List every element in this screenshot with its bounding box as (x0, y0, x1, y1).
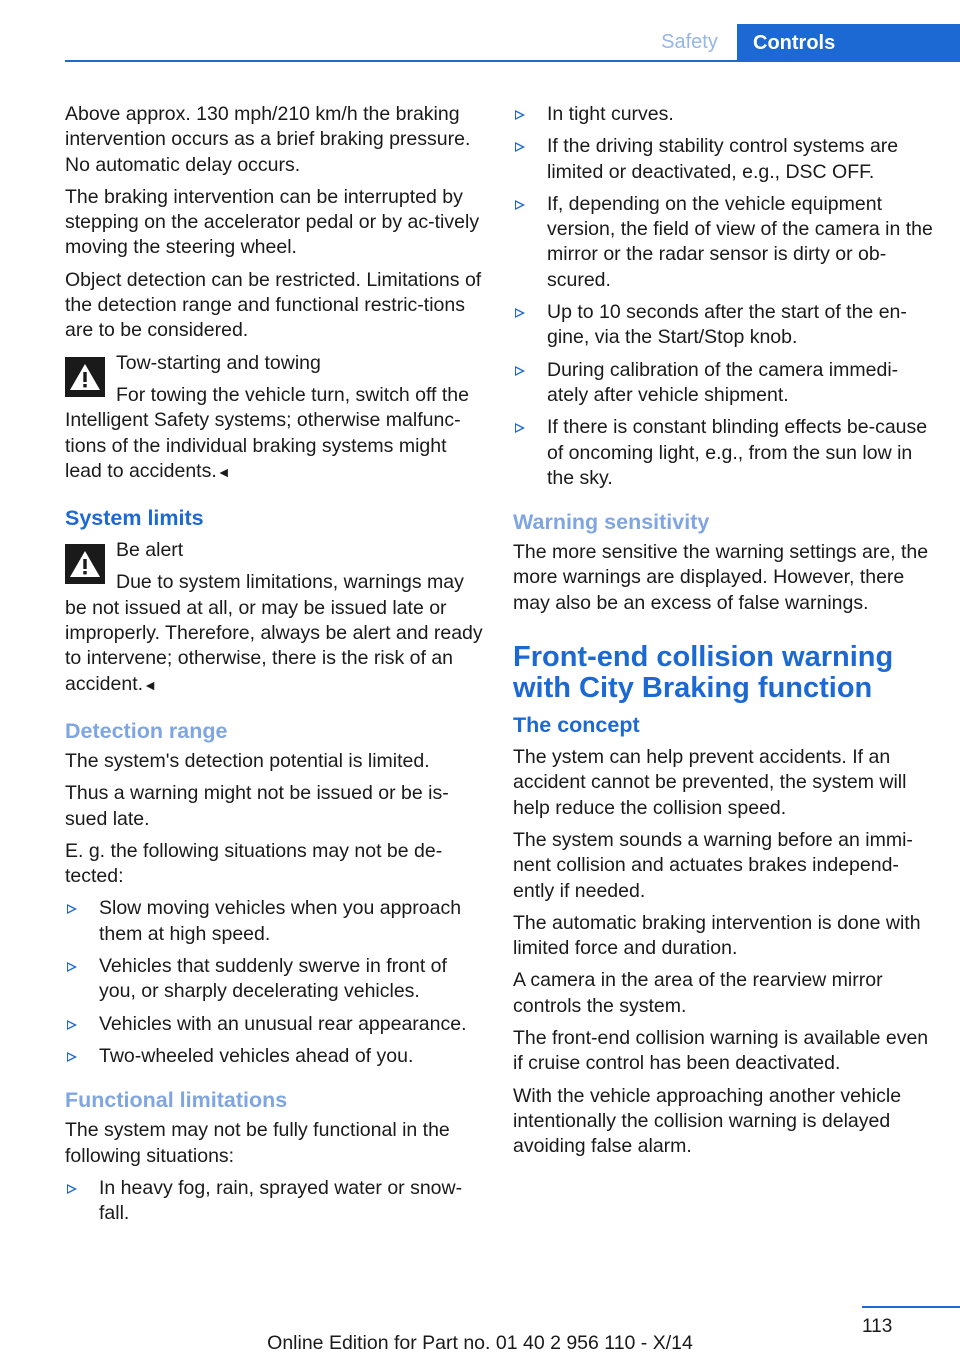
warning-triangle-icon (65, 544, 105, 584)
heading-functional-limitations: Functional limitations (65, 1088, 288, 1113)
bullet-triangle-icon (67, 1184, 77, 1194)
list-item: During calibration of the camera immedi‐ately after vehicle shipment. (513, 358, 933, 409)
bullet-list (65, 1176, 483, 1227)
paragraph: A camera in the area of the rearview mirror controls the system. (513, 969, 883, 1017)
warning-body: Due to system limitations, warnings may be not issued at all, or may be issued late or improperly. Therefore, always be alert and ready to intervene; otherwise, there is the risk of an accident.◄ (65, 571, 483, 695)
paragraph: E. g. the following situations may not be de‐tected: (65, 839, 443, 888)
heading-warning-sensitivity: Warning sensitivity (513, 510, 710, 535)
list-item: If the driving stability control systems are limited or deactivated, e.g., DSC OFF. (513, 134, 933, 185)
bullet-triangle-icon (67, 962, 77, 972)
bullet-triangle-icon (515, 366, 525, 376)
left-column (65, 102, 483, 1233)
warning-box-be-alert (65, 538, 483, 698)
bullet-triangle-icon (515, 142, 525, 152)
paragraph: The system's detection potential is limited. (65, 749, 430, 772)
bullet-triangle-icon (515, 200, 525, 210)
bullet-triangle-icon (67, 904, 77, 914)
bullet-triangle-icon (67, 1020, 77, 1030)
warning-box-towing (65, 351, 483, 485)
list-item: Vehicles with an unusual rear appearance. (65, 1012, 483, 1037)
page-header (0, 24, 960, 62)
heading-the-concept: The concept (513, 713, 640, 738)
warning-triangle-icon (65, 357, 105, 397)
list-item: If, depending on the vehicle equipment version, the field of view of the camera in the mirror or the radar sensor is dirty or ob‐scured. (513, 192, 933, 293)
warning-title: Be alert (116, 539, 184, 562)
list-item: If there is constant blinding effects be‐cause of oncoming light, e.g., from the sun low in the sky. (513, 415, 933, 491)
page-number: 113 (862, 1316, 893, 1337)
list-item: Two-wheeled vehicles ahead of you. (65, 1044, 483, 1069)
paragraph: With the vehicle approaching another vehicle intentionally the collision warning is delayed avoiding false alarm. (513, 1084, 902, 1158)
list-item: Vehicles that suddenly swerve in front of you, or sharply decelerating vehicles. (65, 954, 483, 1005)
heading-front-end-collision-warning: Front-end collision warning with City Braking function (513, 641, 894, 705)
bullet-list (65, 896, 483, 1069)
warning-title: Tow-starting and towing (116, 351, 321, 374)
paragraph: Object detection can be restricted. Limitations of the detection range and functional restric‐tions are to be considered. (65, 268, 482, 342)
heading-detection-range: Detection range (65, 718, 228, 743)
paragraph: The system may not be fully functional in the following situations: (65, 1119, 450, 1167)
paragraph: The front-end collision warning is available even if cruise control has been deactivated. (513, 1027, 929, 1075)
header-section-label: Safety (642, 24, 737, 60)
heading-system-limits: System limits (65, 506, 204, 531)
footer-edition: Online Edition for Part no. 01 40 2 956 110 - X/14 (267, 1332, 693, 1354)
list-item: In tight curves. (513, 102, 933, 127)
paragraph: The braking intervention can be interrupted by stepping on the accelerator pedal or by ac‐tively moving the steering wheel. (65, 185, 480, 259)
list-item: Slow moving vehicles when you approach them at high speed. (65, 896, 483, 947)
paragraph: The system sounds a warning before an immi‐nent collision and actuates brakes independ‐ently if needed. (513, 828, 913, 902)
page-number-rule (862, 1306, 960, 1308)
paragraph: The ystem can help prevent accidents. If an accident cannot be prevented, the system will help reduce the collision speed. (513, 746, 907, 819)
right-column (513, 102, 933, 1167)
bullet-triangle-icon (515, 308, 525, 318)
warning-body: For towing the vehicle turn, switch off the Intelligent Safety systems; otherwise malfunc‐tions of the individual braking systems might lead to accidents.◄ (65, 383, 469, 482)
paragraph: The automatic braking intervention is done with limited force and duration. (513, 911, 921, 960)
paragraph: Above approx. 130 mph/210 km/h the braking intervention occurs as a brief braking pressure. No automatic delay occurs. (65, 103, 471, 176)
end-mark-icon: ◄ (216, 463, 231, 480)
bullet-triangle-icon (515, 423, 525, 433)
header-chapter-tab: Controls (737, 24, 960, 62)
list-item: In heavy fog, rain, sprayed water or snow‐fall. (65, 1176, 483, 1227)
list-item: Up to 10 seconds after the start of the en‐gine, via the Start/Stop knob. (513, 300, 933, 351)
bullet-triangle-icon (515, 110, 525, 120)
bullet-triangle-icon (67, 1052, 77, 1062)
end-mark-icon: ◄ (143, 676, 157, 693)
paragraph: The more sensitive the warning settings are, the more warnings are displayed. However, there may also be an excess of false warnings. (513, 541, 929, 614)
paragraph: Thus a warning might not be issued or be is‐sued late. (65, 782, 449, 830)
bullet-list (513, 102, 933, 491)
